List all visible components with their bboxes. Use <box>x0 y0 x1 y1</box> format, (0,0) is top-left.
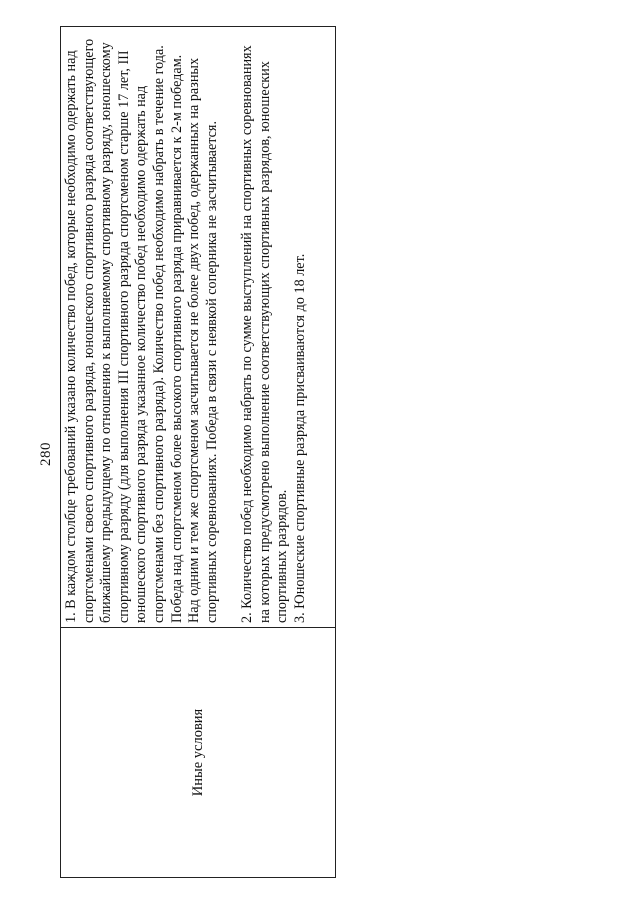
condition-paragraph-3: 3. Юношеские спортивные разряда присваиваются до 18 лет. <box>291 253 308 623</box>
condition-paragraph-2: 2. Количество побед необходимо набрать по сумме выступлений на спортивных соревнованиях на которых предусмотрено выполнение соответствующих спортивных разрядов, юношеских спортивных разрядов. <box>238 45 291 623</box>
rotated-page-content <box>38 26 336 878</box>
page-number: 280 <box>38 442 54 466</box>
conditions-label: Иные условия <box>189 708 206 797</box>
condition-paragraph-1: 1. В каждом столбце требований указано количество побед, которые необходимо одержать над спортсменами своего спортивного разряда, юношеского спортивного разряда соответствующего ближайшему предыдущему по отношению к выполняемому спортивному разряду, юношескому спортивному разряду (для выполнения III спортивного разряда спортсменом старше 17 лет, III юношеского спортивного разряда указанное количество побед необходимо одержать над спортсменами без спортивного разряда). Количество побед необходимо набрать в течение года. Победа над спортсменом более высокого спортивного разряда приравнивается к 2-м победам. Над одним и тем же спортсменом засчитывается не более двух побед, одержанных на разных спортивных соревнованиях. Победа в связи с неявкой соперника не засчитывается. <box>63 38 220 623</box>
conditions-text-cell <box>61 27 335 627</box>
conditions-table <box>60 26 336 878</box>
conditions-label-cell <box>61 627 335 877</box>
